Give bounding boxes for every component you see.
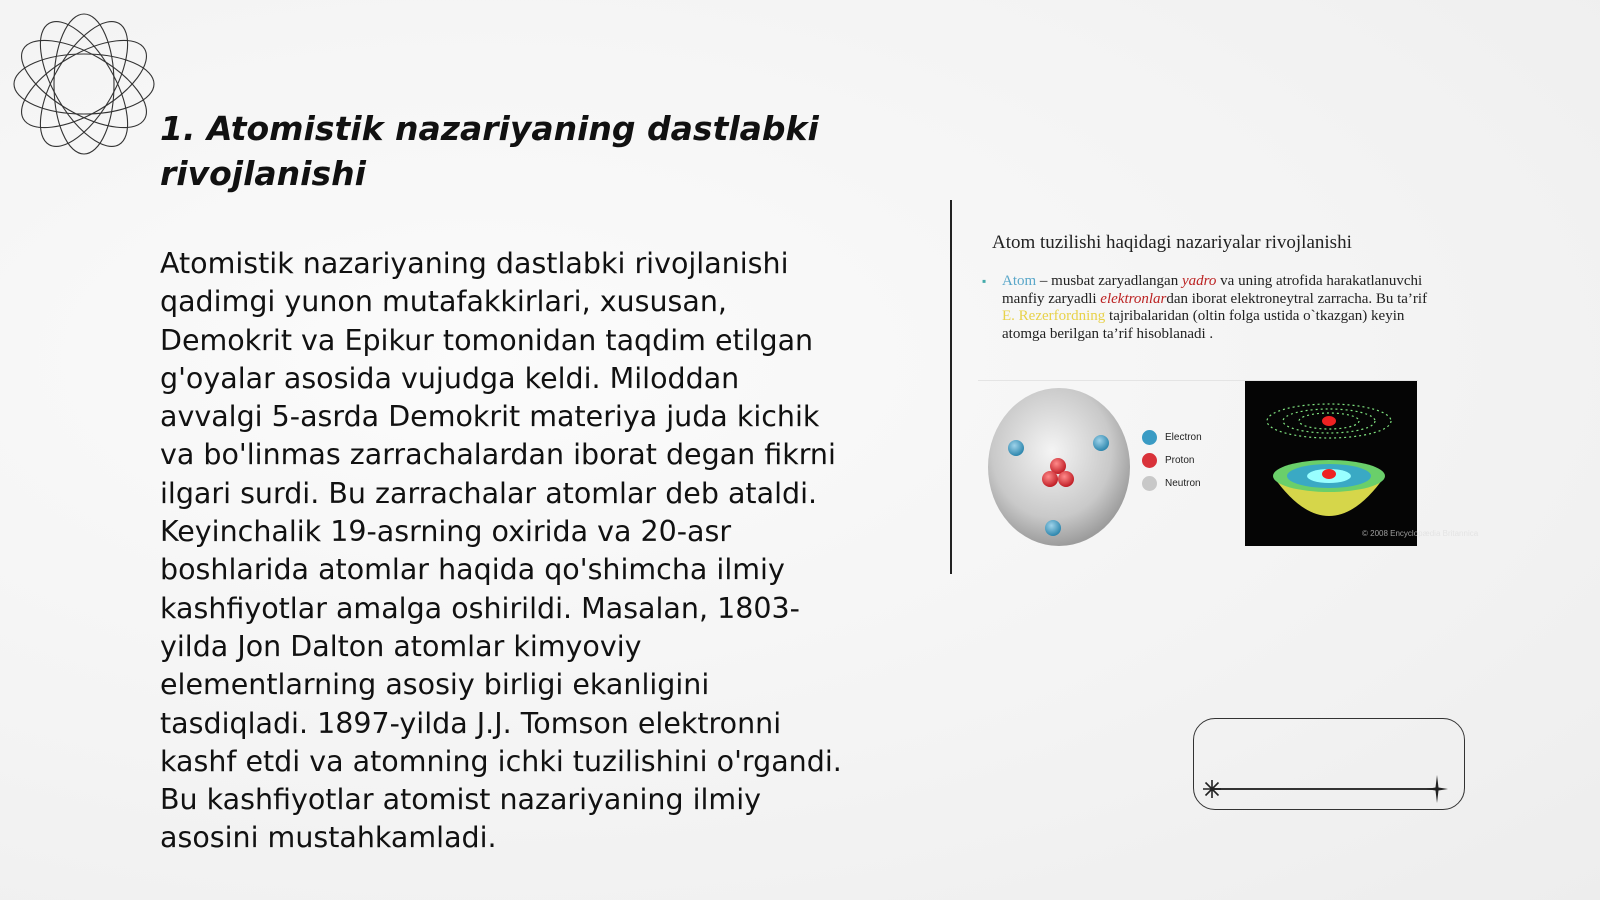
bullet-icon: ▪ bbox=[982, 274, 987, 288]
figure-bullet bbox=[982, 273, 1432, 343]
proton-swatch bbox=[1142, 453, 1157, 468]
image-credit: © 2008 Encyclopædia Britannica bbox=[1362, 529, 1479, 538]
embedded-slide-image bbox=[972, 218, 1452, 558]
orbital-logo-icon bbox=[10, 10, 158, 158]
decorative-frame bbox=[1193, 718, 1465, 810]
divider-line bbox=[950, 200, 952, 574]
electron-cloud-model-icon bbox=[1245, 381, 1417, 546]
slide-title: 1. Atomistik nazariyaning dastlabki rivojlanishi bbox=[160, 109, 819, 193]
legend-item-proton: Proton bbox=[1142, 449, 1202, 472]
legend-item-electron: Electron bbox=[1142, 426, 1202, 449]
decorative-line bbox=[1212, 788, 1437, 790]
figure-title: Atom tuzilishi haqidagi nazariyalar rivojlanishi bbox=[992, 232, 1352, 253]
body-paragraph: Atomistik nazariyaning dastlabki rivojlanishi qadimgi yunon mutafakkirlari, xususan, Demokrit va Epikur tomonidan taqdim etilgan g'oyalar asosida vujudga keldi. Miloddan avvalgi 5-asrda Demokrit materiya juda kichik va bo'linmas zarrachalardan iborat degan fikrni ilgari surdi. Bu zarrachalar atomlar deb ataldi. Keyinchalik 19-asrning oxirida va 20-asr boshlarida atomlar haqida qo'shimcha ilmiy kashfiyotlar amalga oshirildi. Masalan, 1803-yilda Jon Dalton atomlar kimyoviy elementlarning asosiy birligi ekanligini tasdiqladi. 1897-yilda J.J. Tomson elektronni kashf etdi va atomning ichki tuzilishini o'rgandi. Bu kashfiyotlar atomist nazariyaning ilmiy asosini mustahkamladi. bbox=[160, 247, 842, 855]
starburst-icon bbox=[1199, 776, 1225, 802]
electron-swatch bbox=[1142, 430, 1157, 445]
neutron-swatch bbox=[1142, 476, 1157, 491]
sparkle-cross-icon bbox=[1426, 775, 1448, 803]
legend bbox=[1142, 426, 1202, 495]
legend-item-neutron: Neutron bbox=[1142, 472, 1202, 495]
figure-definition: Atom – musbat zaryadlangan yadro va uning atrofida harakatlanuvchi manfiy zaryadli elektronlardan iborat elektroneytral zarracha. Bu ta’rif E. Rezerfordning tajribalaridan (oltin folga ustida o`tkazgan) keyin atomga berilgan ta’rif hisoblanadi . bbox=[1002, 273, 1428, 342]
